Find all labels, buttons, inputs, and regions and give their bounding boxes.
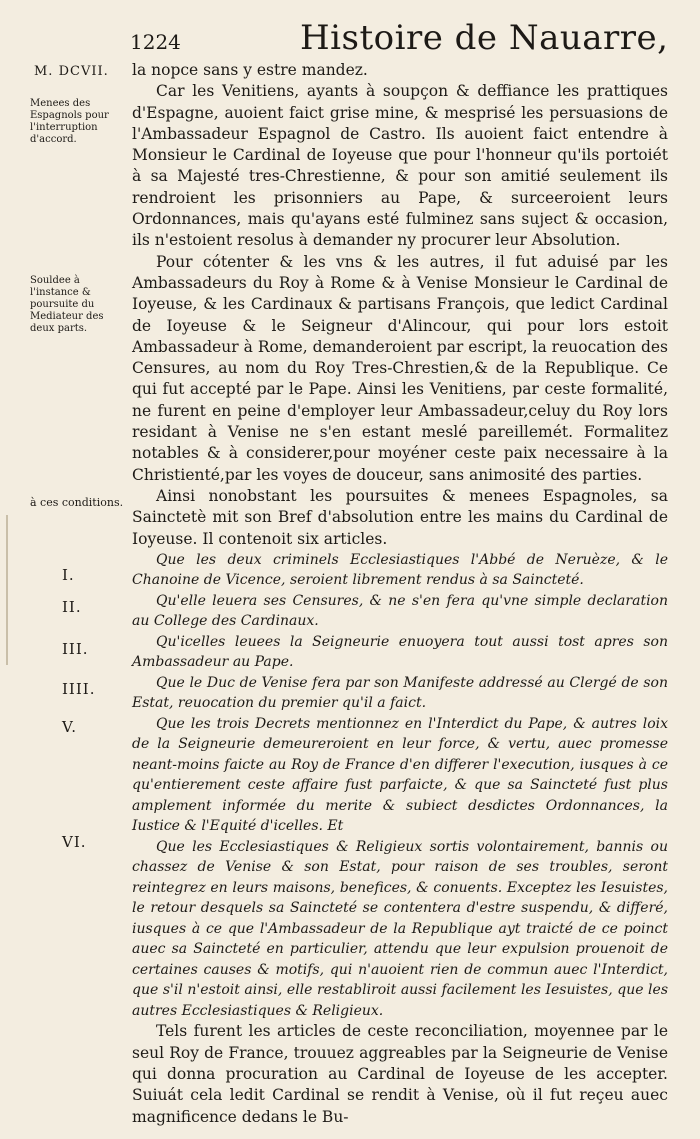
closing-paragraph: Tels furent les articles de ceste reconciliation, moyennee par le seul Roy de France, trouuez aggreables par la Seigneurie de Venise qui donna procuration au Cardinal de Ioyeuse de les accepter. Suiuát cela ledit Cardinal se rendit à Venise, où il fut reçeu auec magnificence dedans le Bu- — [132, 1022, 668, 1126]
article-3: Qu'icelles leuees la Seigneurie enuoyera tout aussi tost apres son Ambassadeur au Pape. — [132, 633, 668, 671]
paragraph: la nopce sans y estre mandez. — [132, 61, 368, 79]
article-numeral-1: I. — [62, 566, 75, 584]
paragraph: Ainsi nonobstant les poursuites & menees Espagnoles, sa Sainctetè mit son Bref d'absolution entre les mains du Cardinal de Ioyeuse. Il contenoit six articles. — [132, 486, 668, 548]
paragraph: Pour cótenter & les vns & les autres, il fut aduisé par les Ambassadeurs du Roy à Rome & à Venise Monsieur le Cardinal de Ioyeuse, & les Cardinaux & partisans François, que ledict Cardinal de Ioyeuse & le Seigneur d'Alincour, qui pour lors estoit Ambassadeur à Rome, demanderoient par escript, la reuocation des Censures, au nom du Roy Tres-Chrestien,& de la Republique. Ce qui fut accepté par le Pape. Ainsi les Venitiens, par ceste formalité, ne furent en peine d'employer leur Ambassadeur,celuy du Roy lors residant à Venise ne s'en estant meslé pareillemét. Formalitez notables & à considerer,pour moyéner ceste paix necessaire à la Christienté,par les voyes de douceur, sans animosité des parties. — [132, 252, 668, 484]
article-numeral-4: IIII. — [62, 680, 96, 698]
article-numeral-5: V. — [62, 718, 77, 736]
article-numeral-6: VI. — [62, 833, 87, 851]
article-2: Qu'elle leuera ses Censures, & ne s'en fera qu'vne simple declaration au College des Cardinaux. — [132, 592, 668, 630]
page-header — [130, 18, 670, 58]
margin-note-menees: Menees des Espagnols pour l'interruption d'accord. — [30, 98, 109, 145]
page-number: 1224 — [130, 30, 181, 54]
margin-note-souldee: Souldee à l'instance & poursuite du Mediateur des deux parts. — [30, 275, 104, 334]
article-4: Que le Duc de Venise fera par son Manifeste addressé au Clergé de son Estat, reuocation du premier qu'il a faict. — [132, 674, 668, 712]
body-text — [132, 60, 668, 1128]
article-numeral-3: III. — [62, 640, 89, 658]
margin-note-conditions: à ces conditions. — [30, 496, 124, 509]
running-title: Histoire de Nauarre, — [300, 18, 669, 58]
year-marker: M. DCVII. — [34, 64, 109, 79]
article-6: Que les Ecclesiastiques & Religieux sortis volontairement, bannis ou chassez de Venise & son Estat, pour raison de ses troubles, seront reintegrez en leurs maisons, benefices, & conuents. Exceptez les Iesuistes, le retour desquels sa Saincteté se contentera d'estre suspendu, & differé, iusques à ce que l'Ambassadeur de la Republique ayt traicté de ce poinct auec sa Saincteté en particulier, attendu que leur expulsion prouenoit de certaines causes & motifs, qui n'auoient rien de commun auec l'Interdict, que s'il n'estoit ainsi, elle restabliroit aussi facilement les Iesuistes, que les autres Ecclesiastiques & Religieux. — [132, 838, 668, 1019]
article-1: Que les deux criminels Ecclesiastiques l'Abbé de Neruèze, & le Chanoine de Vicence, seroient librement rendus à sa Saincteté. — [132, 551, 668, 589]
article-numeral-2: II. — [62, 598, 82, 616]
margin-rule — [6, 515, 8, 665]
article-5: Que les trois Decrets mentionnez en l'Interdict du Pape, & autres loix de la Seigneurie demeureroient en leur force, & vertu, auec promesse neant-moins faicte au Roy de France d'en differer l'execution, iusques à ce qu'entierement ceste affaire fust parfaicte, & que sa Saincteté fust plus amplement informée du merite & subiect desdictes Ordonnances, la Iustice & l'Equité d'icelles. Et — [132, 715, 668, 835]
paragraph: Car les Venitiens, ayants à soupçon & deffiance les prattiques d'Espagne, auoient faict grise mine, & mesprisé les persuasions de l'Ambassadeur Espagnol de Castro. Ils auoient faict entendre à Monsieur le Cardinal de Ioyeuse que pour l'honneur qu'ils portoiét à sa Majesté tres-Chrestienne, & pour son amitié seulement ils rendroient les prisonniers au Pape, & surceeroient leurs Ordonnances, mais qu'ayans esté fulminez sans suject & occasion, ils n'estoient resolus à demander ny procurer leur Absolution. — [132, 82, 668, 250]
